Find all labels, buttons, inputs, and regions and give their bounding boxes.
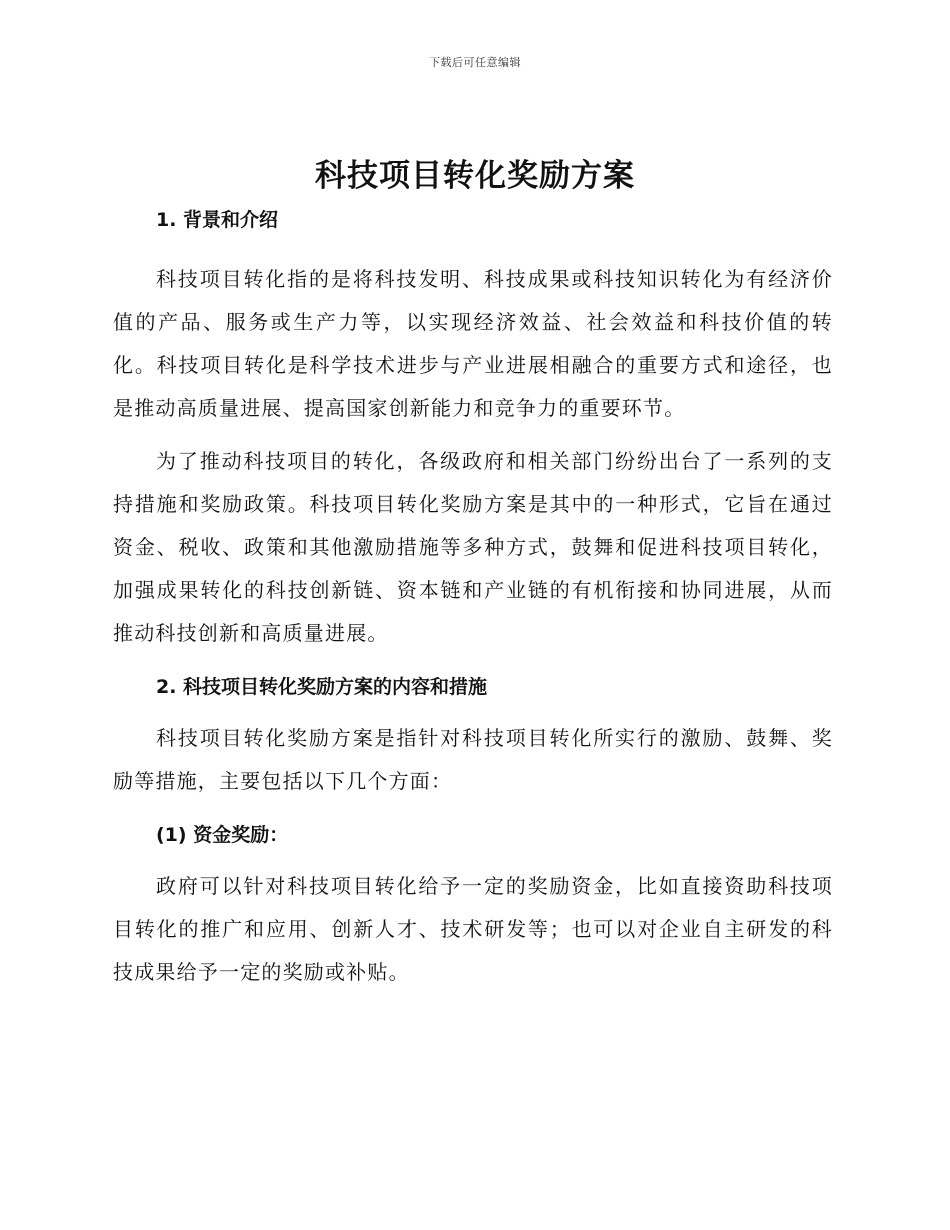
subsection-heading-funding-reward: (1) 资金奖励： bbox=[156, 824, 289, 846]
document-title: 科技项目转化奖励方案 bbox=[315, 158, 635, 194]
header-note: 下载后可任意编辑 bbox=[429, 56, 521, 69]
paragraph: 科技项目转化指的是将科技发明、科技成果或科技知识转化为有经济价值的产品、服务或生产力等，以实现经济效益、社会效益和科技价值的转化。科技项目转化是科学技术进步与产业进展相融合的重要方式和途径，也是推动高质量进展、提高国家创新能力和竞争力的重要环节。 bbox=[113, 267, 833, 420]
paragraph: 政府可以针对科技项目转化给予一定的奖励资金，比如直接资助科技项目转化的推广和应用、创新人才、技术研发等；也可以对企业自主研发的科技成果给予一定的奖励或补贴。 bbox=[113, 874, 833, 984]
section-heading-content-measures: 2. 科技项目转化奖励方案的内容和措施 bbox=[156, 676, 488, 698]
paragraph: 为了推动科技项目的转化，各级政府和相关部门纷纷出台了一系列的支持措施和奖励政策。科技项目转化奖励方案是其中的一种形式，它旨在通过资金、税收、政策和其他激励措施等多种方式，鼓舞和促进科技项目转化，加强成果转化的科技创新链、资本链和产业链的有机衔接和协同进展，从而推动科技创新和高质量进展。 bbox=[113, 449, 833, 645]
document-body bbox=[113, 202, 833, 1004]
paragraph: 科技项目转化奖励方案是指针对科技项目转化所实行的激励、鼓舞、奖励等措施，主要包括以下几个方面： bbox=[113, 726, 833, 793]
section-heading-background: 1. 背景和介绍 bbox=[156, 209, 279, 231]
